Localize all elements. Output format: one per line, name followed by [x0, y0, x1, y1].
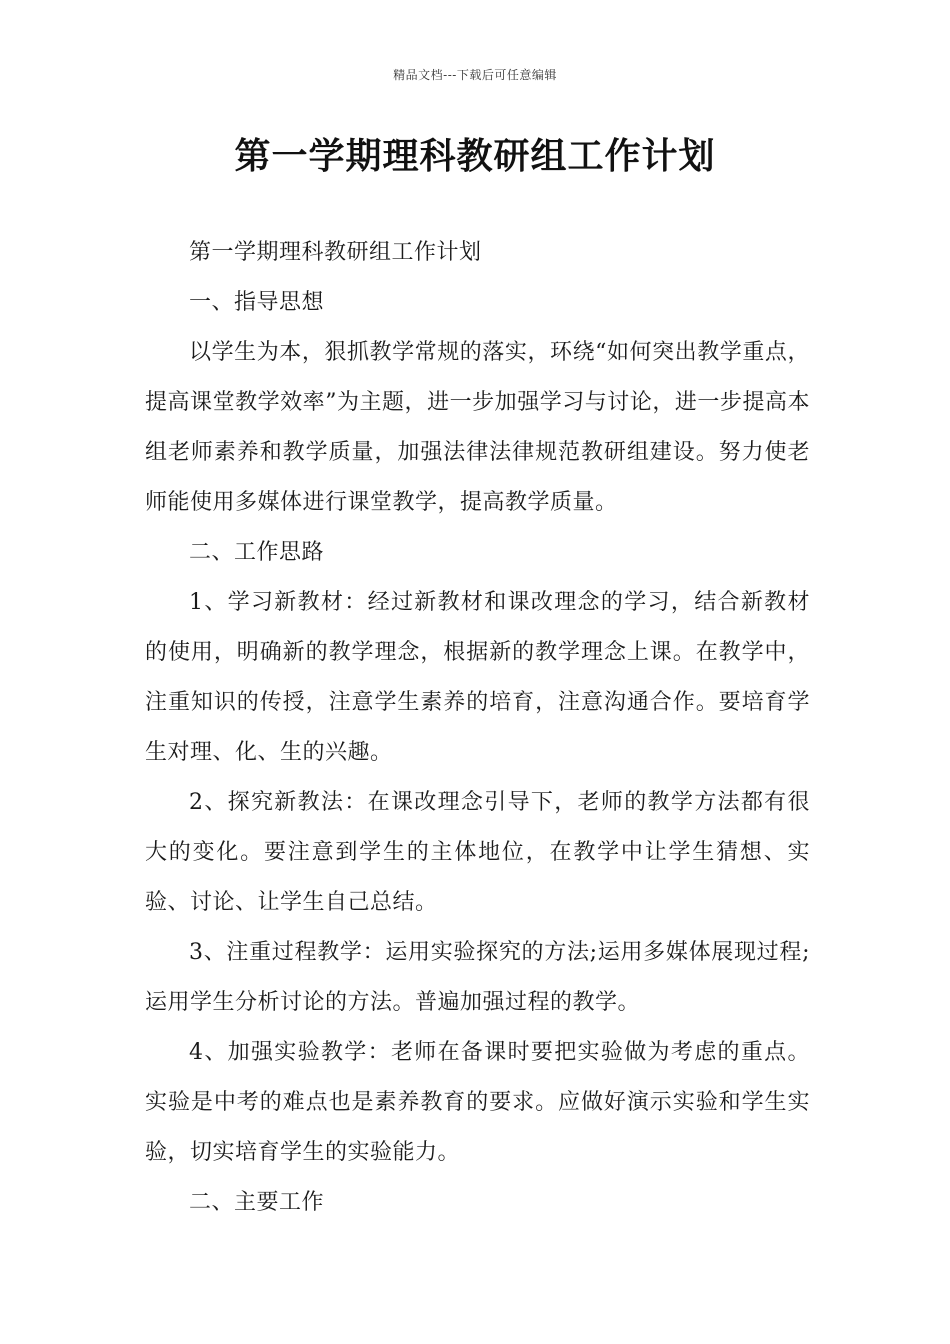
document-body [145, 228, 810, 1228]
section-heading-guiding-ideology: 一、指导思想 [189, 290, 325, 315]
paragraph-item-1: 1、学习新教材：经过新教材和课改理念的学习，结合新教材的使用，明确新的教学理念，根据新的教学理念上课。在教学中，注重知识的传授，注意学生素养的培育，注意沟通合作。要培育学生对理、化、生的兴趣。 [145, 590, 810, 765]
header-note: 精品文档---下载后可任意编辑 [393, 68, 557, 82]
paragraph-item-4: 4、加强实验教学：老师在备课时要把实验做为考虑的重点。实验是中考的难点也是素养教育的要求。应做好演示实验和学生实验，切实培育学生的实验能力。 [145, 1040, 810, 1165]
paragraph-item-2: 2、探究新教法：在课改理念引导下，老师的教学方法都有很大的变化。要注意到学生的主体地位，在教学中让学生猜想、实验、讨论、让学生自己总结。 [145, 790, 810, 915]
section-heading-work-approach: 二、工作思路 [189, 540, 325, 565]
document-title: 第一学期理科教研组工作计划 [234, 136, 716, 177]
paragraph-subtitle: 第一学期理科教研组工作计划 [189, 240, 482, 265]
paragraph-item-3: 3、注重过程教学：运用实验探究的方法;运用多媒体展现过程;运用学生分析讨论的方法。普遍加强过程的教学。 [145, 940, 810, 1015]
paragraph-guiding-ideology: 以学生为本，狠抓教学常规的落实，环绕“如何突出教学重点，提高课堂教学效率”为主题，进一步加强学习与讨论，进一步提高本组老师素养和教学质量，加强法律法律规范教研组建设。努力使老师能使用多媒体进行课堂教学，提高教学质量。 [145, 340, 810, 515]
section-heading-main-work: 二、主要工作 [189, 1190, 325, 1215]
